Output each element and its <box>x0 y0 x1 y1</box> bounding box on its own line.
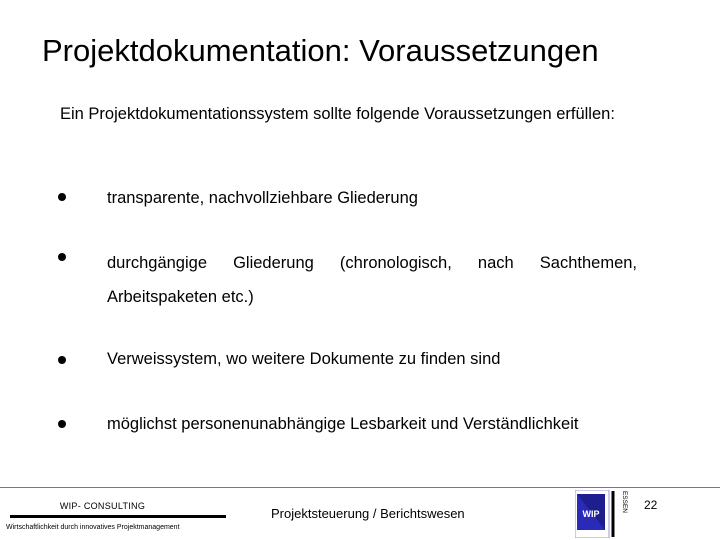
intro-text: Ein Projektdokumentationssystem sollte folgende Voraussetzungen erfüllen: <box>60 105 615 123</box>
bullet-icon <box>58 193 66 201</box>
list-item: Verweissystem, wo weitere Dokumente zu finden sind <box>107 350 501 368</box>
footer-brand-subtitle: Wirtschaftlichkeit durch innovatives Projektmanagement <box>6 524 180 531</box>
footer-brand-bar <box>10 515 226 518</box>
footer-brand: WIP- CONSULTING <box>59 501 146 511</box>
list-item: möglichst personenunabhängige Lesbarkeit und Verständlichkeit <box>107 415 579 433</box>
bullet-icon <box>58 356 66 364</box>
wip-logo <box>575 490 631 538</box>
logo-side-letters: ESSEN <box>621 490 628 514</box>
logo-mark-text: WIP <box>582 509 600 519</box>
bullet-icon <box>58 253 66 261</box>
list-item: durchgängige Gliederung (chronologisch, nach Sachthemen, Arbeitspaketen etc.) <box>107 254 637 306</box>
bullet-icon <box>58 420 66 428</box>
footer-divider <box>0 487 720 488</box>
list-item: transparente, nachvollziehbare Gliederung <box>107 189 418 207</box>
page-number: 22 <box>644 498 658 512</box>
slide-title: Projektdokumentation: Voraussetzungen <box>42 33 599 68</box>
footer-center-text: Projektsteuerung / Berichtswesen <box>271 506 465 521</box>
